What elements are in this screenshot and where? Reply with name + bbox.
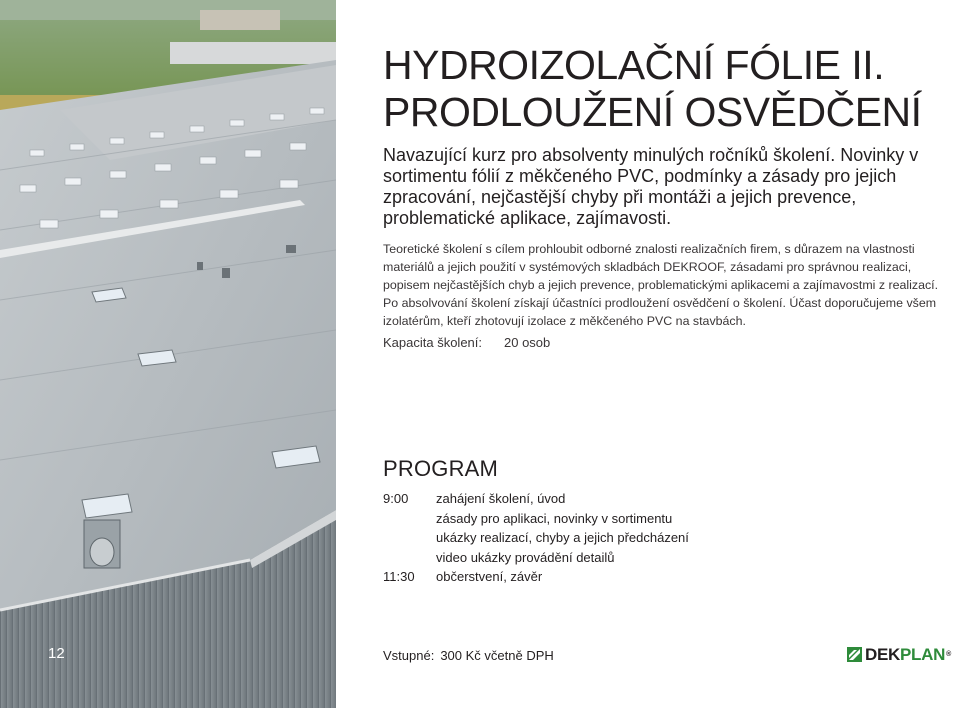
schedule-item bbox=[383, 528, 689, 548]
schedule-text: zásady pro aplikaci, novinky v sortimentu bbox=[436, 510, 673, 526]
roof-photo-illustration bbox=[0, 0, 336, 708]
title-line-2: PRODLOUŽENÍ OSVĚDČENÍ bbox=[383, 89, 922, 135]
schedule-time: 9:00 bbox=[383, 491, 409, 506]
schedule-time: 11:30 bbox=[383, 569, 415, 584]
intro-paragraph: Navazující kurz pro absolventy minulých ročníků školení. Novinky v sortimentu fólií z měkčeného PVC, podmínky a zásady pro jejich zpracování, nejčastější chyby při montáži a jejich prevence, problematické aplikace, zajímavosti. bbox=[383, 145, 919, 228]
schedule-item bbox=[383, 489, 689, 509]
capacity-row bbox=[383, 335, 550, 350]
schedule-text: občerstvení, závěr bbox=[436, 569, 543, 584]
schedule-item bbox=[383, 567, 689, 587]
roof-photo bbox=[0, 0, 336, 708]
schedule-text: zahájení školení, úvod bbox=[436, 491, 566, 506]
schedule-text: ukázky realizací, chyby a jejich předcházení bbox=[436, 530, 689, 545]
program-heading: PROGRAM bbox=[383, 456, 499, 481]
capacity-label: Kapacita školení: bbox=[383, 335, 483, 350]
schedule-item bbox=[383, 548, 689, 568]
capacity-value: 20 osob bbox=[504, 335, 551, 350]
schedule-item bbox=[383, 509, 689, 529]
logo-text-plan: PLAN bbox=[900, 644, 946, 664]
dekplan-mark-icon bbox=[847, 647, 862, 662]
logo-registered-mark: ® bbox=[946, 650, 951, 658]
title-line-1: HYDROIZOLAČNÍ FÓLIE II. bbox=[383, 42, 885, 88]
dekplan-logo bbox=[847, 645, 951, 663]
fee-label: Vstupné: bbox=[383, 648, 435, 663]
schedule-text: video ukázky provádění detailů bbox=[436, 549, 615, 565]
page-number: 12 bbox=[48, 645, 65, 662]
admission-fee bbox=[383, 648, 554, 663]
program-schedule bbox=[383, 489, 689, 587]
fee-value: 300 Kč včetně DPH bbox=[440, 648, 554, 663]
description-paragraph: Teoretické školení s cílem prohloubit odborné znalosti realizačních firem, s důrazem na vlastnosti materiálů a jejich použití v systémových skladbách DEKROOF, zásadami pro správnou realizaci, popisem nejčastějších chyb a jejich prevence, problematickými aplikacemi a zajímavostmi z realizací. Po absolvování školení získají účastníci prodloužení osvědčení o školení. Účast doporučujeme všem izolatérům, kteří zhotovují izolace z měkčeného PVC na stavbách. bbox=[383, 242, 939, 328]
page-title bbox=[383, 42, 922, 136]
logo-text-dek: DEK bbox=[865, 644, 900, 664]
